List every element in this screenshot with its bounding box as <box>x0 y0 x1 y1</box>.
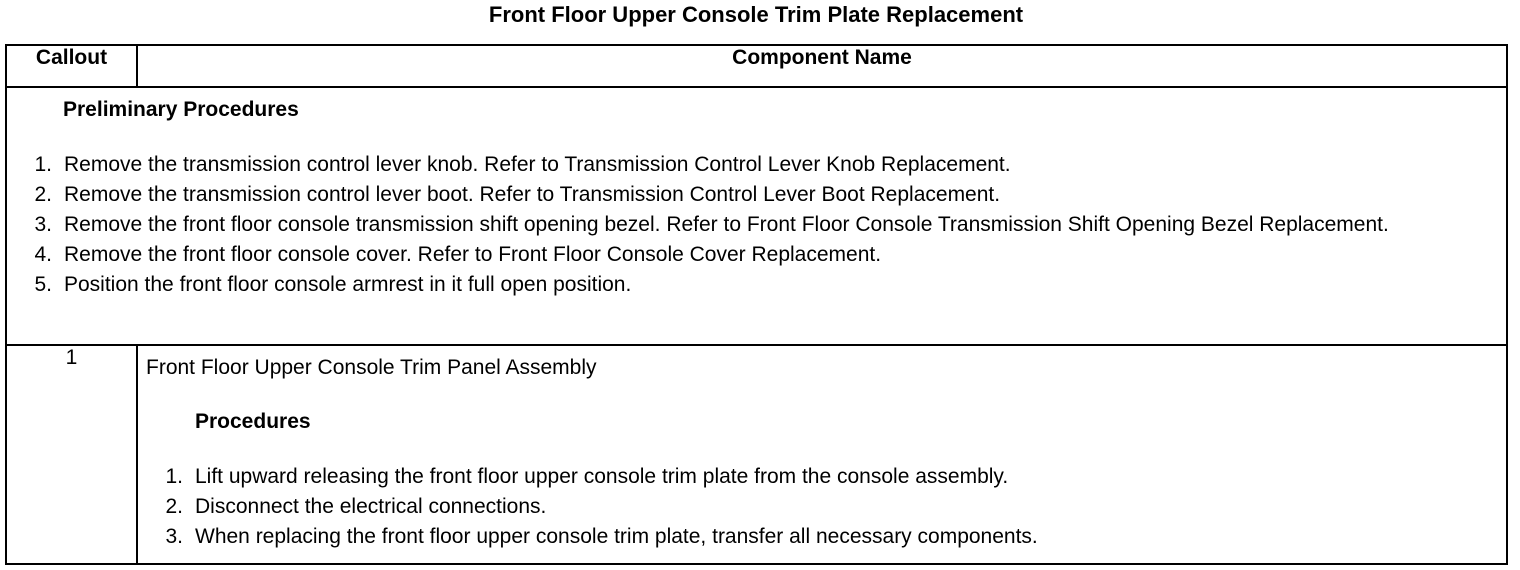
list-item <box>7 270 1506 300</box>
list-item <box>7 240 1506 270</box>
step-text: Remove the transmission control lever knob. Refer to Transmission Control Lever Knob Replacement. <box>64 153 1011 176</box>
component-name: Front Floor Upper Console Trim Panel Assembly <box>146 356 597 379</box>
component-name-header: Component Name <box>137 45 1507 87</box>
step-number: 3. <box>34 213 52 236</box>
step-number: 1. <box>34 153 52 176</box>
step-text: Remove the front floor console transmission shift opening bezel. Refer to Front Floor Console Transmission Shift Opening Bezel Replacement. <box>64 213 1389 236</box>
preliminary-procedures-heading: Preliminary Procedures <box>63 98 299 121</box>
list-item <box>138 462 1506 492</box>
step-text: Position the front floor console armrest in it full open position. <box>64 273 632 296</box>
callout-number: 1 <box>6 345 137 564</box>
step-number: 4. <box>34 243 52 266</box>
step-number: 5. <box>34 273 52 296</box>
procedure-steps-list <box>138 462 1506 552</box>
step-number: 1. <box>165 465 183 488</box>
list-item <box>7 150 1506 180</box>
list-item <box>138 492 1506 522</box>
step-number: 2. <box>165 495 183 518</box>
step-text: Remove the front floor console cover. Refer to Front Floor Console Cover Replacement. <box>64 243 882 266</box>
list-item <box>7 180 1506 210</box>
step-text: When replacing the front floor upper console trim plate, transfer all necessary components. <box>195 525 1038 548</box>
table-header-row <box>6 45 1507 87</box>
table-row <box>6 345 1507 564</box>
list-item <box>7 210 1506 240</box>
preliminary-row <box>6 87 1507 345</box>
component-cell <box>137 345 1507 564</box>
preliminary-steps-list <box>7 150 1506 300</box>
step-text: Lift upward releasing the front floor upper console trim plate from the console assembly. <box>195 465 1009 488</box>
callout-header: Callout <box>6 45 137 87</box>
step-text: Remove the transmission control lever boot. Refer to Transmission Control Lever Boot Replacement. <box>64 183 1001 206</box>
callout-table <box>5 44 1508 565</box>
procedures-heading: Procedures <box>195 410 311 433</box>
document-title: Front Floor Upper Console Trim Plate Replacement <box>488 2 1024 27</box>
list-item <box>138 522 1506 552</box>
step-text: Disconnect the electrical connections. <box>195 495 547 518</box>
step-number: 3. <box>165 525 183 548</box>
preliminary-procedures-cell <box>6 87 1507 345</box>
step-number: 2. <box>34 183 52 206</box>
